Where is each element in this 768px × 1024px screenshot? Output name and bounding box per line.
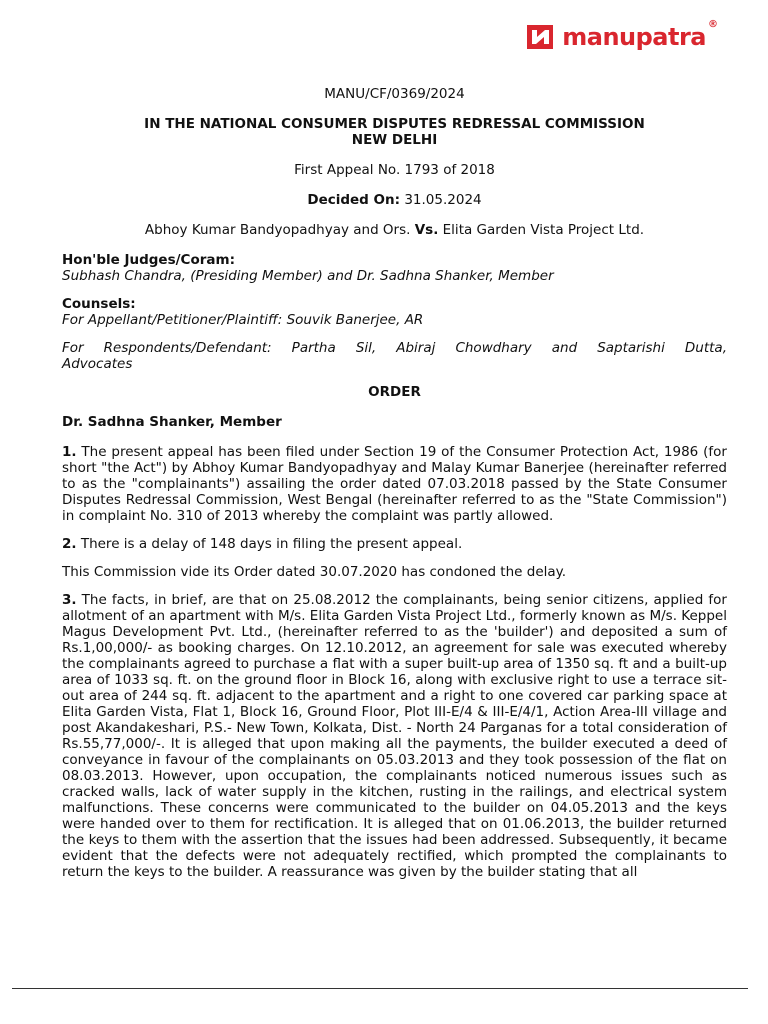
paragraph-number: 3. bbox=[62, 592, 77, 608]
logo-text: manupatra bbox=[562, 23, 706, 51]
paragraph-text: This Commission vide its Order dated 30.07.2020 has condoned the delay. bbox=[62, 564, 567, 580]
order-author: Dr. Sadhna Shanker, Member bbox=[62, 414, 282, 430]
paragraph-text: The facts, in brief, are that on 25.08.2012 the complainants, being senior citizens, applied for allotment of an apartment with M/s. Elita Garden Vista Project Ltd., formerly known as M/s. Keppel Magus Development Pvt. Ltd., (hereinafter referred to as the 'builder') and deposited a sum of Rs.1,00,000/- as booking charges. On 12.10.2012, an agreement for sale was executed whereby the complainants agreed to purchase a flat with a super built-up area of 1350 sq. ft and a built-up area of 1033 sq. ft. on the ground floor in Block 16, along with exclusive right to use a terrace sit-out area of 244 sq. ft. adjacent to the apartment and a right to one covered car parking space at Elita Garden Vista, Flat 1, Block 16, Ground Floor, Plot III-E/4 & III-E/4/1, Action Area-III village and post Akandakeshari, P.S.- New Town, Kolkata, Dist. - North 24 Parganas for a total consideration of Rs.55,77,000/-. It is alleged that upon making all the payments, the builder executed a deed of conveyance in favour of the complainants on 05.03.2013 and they took possession of the flat on 08.03.2013. However, upon occupation, the complainants noticed numerous issues such as cracked walls, lack of water supply in the kitchen, rusting in the railings, and electrical system malfunctions. These concerns were communicated to the builder on 04.05.2013 and the keys were handed over to them for rectification. It is alleged that on 01.06.2013, the builder returned the keys to them with the assertion that the issues had been addressed. Subsequently, it became evident that the defects were not adequately rectified, which prompted the complainants to return the keys to the builder. A reassurance was given by the builder stating that all bbox=[62, 592, 727, 880]
appellant-name: Abhoy Kumar Bandyopadhyay and Ors. bbox=[144, 222, 411, 238]
court-name bbox=[62, 116, 727, 148]
paragraph-condonation bbox=[62, 564, 727, 580]
paragraph-number: 1. bbox=[62, 444, 77, 460]
judges-names: Subhash Chandra, (Presiding Member) and Dr. Sadhna Shanker, Member bbox=[62, 268, 554, 284]
order-title: ORDER bbox=[368, 384, 421, 400]
paragraph-number: 2. bbox=[62, 536, 77, 552]
respondent-counsel-line-1: For Respondents/Defendant: Partha Sil, Abiraj Chowdhary and Saptarishi Dutta, bbox=[62, 340, 727, 356]
paragraph-text: The present appeal has been filed under Section 19 of the Consumer Protection Act, 1986 (for short "the Act") by Abhoy Kumar Bandyopadhyay and Malay Kumar Banerjee (hereinafter referred to as the "complainants") assailing the order dated 07.03.2018 passed by the State Consumer Disputes Redressal Commission, West Bengal (hereinafter referred to as the "State Commission") in complaint No. 310 of 2013 whereby the complaint was partly allowed. bbox=[62, 444, 727, 524]
respondent-counsel bbox=[62, 340, 727, 372]
logo-wordmark bbox=[562, 19, 718, 51]
appeal-number: First Appeal No. 1793 of 2018 bbox=[294, 162, 495, 178]
decided-date: 31.05.2024 bbox=[404, 192, 482, 208]
paragraph-3 bbox=[62, 592, 727, 880]
citation: MANU/CF/0369/2024 bbox=[324, 86, 465, 102]
counsels-section bbox=[62, 296, 727, 328]
paragraph-2 bbox=[62, 536, 727, 552]
counsels-heading: Counsels: bbox=[62, 296, 136, 312]
decided-label: Decided On: bbox=[307, 192, 401, 208]
registered-mark: ® bbox=[708, 19, 718, 30]
respondent-name: Elita Garden Vista Project Ltd. bbox=[442, 222, 645, 238]
judgment-document bbox=[62, 86, 727, 892]
judges-heading: Hon'ble Judges/Coram: bbox=[62, 252, 235, 268]
decided-on bbox=[62, 192, 727, 208]
case-parties bbox=[62, 222, 727, 238]
versus: Vs. bbox=[414, 222, 439, 238]
court-line-2: NEW DELHI bbox=[351, 132, 438, 148]
paragraph-1 bbox=[62, 444, 727, 524]
respondent-counsel-line-2: Advocates bbox=[62, 356, 133, 372]
judges-section bbox=[62, 252, 727, 284]
footer-divider bbox=[12, 988, 748, 989]
paragraph-text: There is a delay of 148 days in filing the present appeal. bbox=[80, 536, 463, 552]
court-line-1: IN THE NATIONAL CONSUMER DISPUTES REDRESSAL COMMISSION bbox=[144, 116, 645, 132]
appellant-counsel: For Appellant/Petitioner/Plaintiff: Souvik Banerjee, AR bbox=[62, 312, 424, 328]
manupatra-logo bbox=[526, 19, 718, 52]
manupatra-logo-icon bbox=[526, 22, 556, 52]
